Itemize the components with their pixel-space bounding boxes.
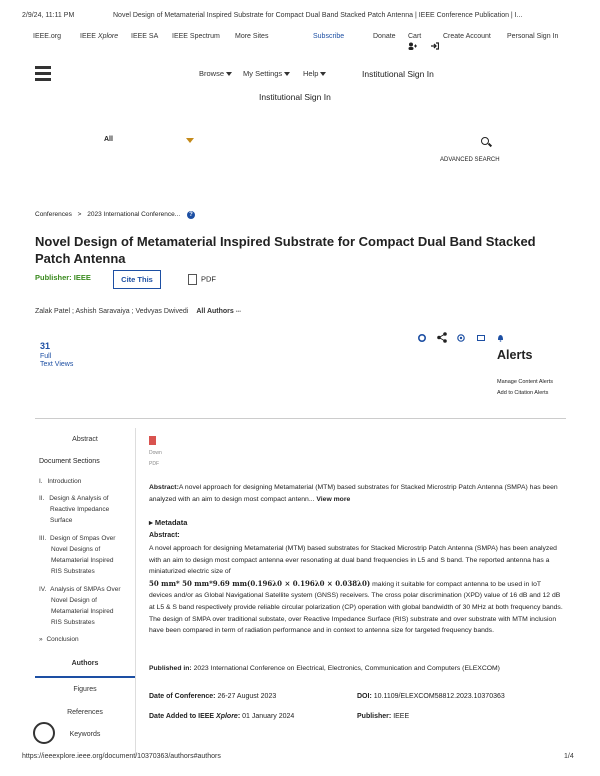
caret-right-icon: ▸ [149, 518, 153, 527]
more-dots-icon[interactable]: ••• [235, 309, 242, 315]
abstract-text-2: making it suitable for compact antenna to be used in IoT devices and/or as Global Navigational Satellite system (GNSS) receivers. The cross polar discrimination (XPD) value of 16 dB and 12 dB at L5 & S band respectively provide reliable circular polarization (CP) operation with global bandwidth of 30 MHz at both frequency bands. The design of SMPA over traditional substate, over Reactive Impedance Surface (RIS) substrate and over substrate with MTM inclusion have been compared in term of radiation performance and in context to antenna size for targeted frequency bands. [149, 580, 563, 635]
browse-label: Browse [199, 69, 225, 78]
search-scope-select[interactable]: All [104, 136, 113, 143]
conference-date-label: Date of Conference: [149, 693, 216, 700]
dropdown-caret-icon[interactable] [186, 138, 194, 143]
sidebar-authors[interactable]: Authors [71, 660, 99, 667]
section-label: Conclusion [46, 636, 79, 643]
institutional-sign-in-link-2[interactable]: Institutional Sign In [259, 92, 331, 102]
ieee-xplore-link[interactable] [80, 33, 118, 40]
publisher-info-label: Publisher: [357, 713, 392, 720]
pdf-sub-label: PDF [149, 461, 159, 467]
pdf-button[interactable] [188, 274, 216, 285]
author-sep: ; [71, 308, 74, 315]
create-account-link[interactable]: Create Account [443, 33, 491, 40]
date-added-value: 01 January 2024 [242, 713, 295, 720]
metric-label-full[interactable]: Full [40, 353, 52, 360]
breadcrumb-conference[interactable]: 2023 International Conference... [87, 211, 181, 218]
conference-date [149, 693, 276, 700]
ieee-sa-link[interactable]: IEEE SA [131, 33, 159, 40]
ieee-org-link[interactable]: IEEE.org [33, 33, 62, 40]
copyright-icon[interactable] [418, 334, 426, 342]
published-in-link[interactable]: 2023 International Conference on Electrical, Electronics, Communication and Computers (ELEXCOM) [193, 665, 500, 672]
print-doc-title: Novel Design of Metamaterial Inspired Substrate for Compact Dual Band Stacked Patch Antenna | IEEE Conference Publication | I... [113, 12, 523, 19]
share-icon[interactable] [437, 332, 447, 343]
metadata-toggle[interactable] [149, 518, 187, 527]
conference-date-value: 26-27 August 2023 [217, 693, 277, 700]
section-num: II. [39, 495, 45, 502]
advanced-search-link[interactable]: ADVANCED SEARCH [440, 157, 500, 163]
author-sep: ; [131, 308, 134, 315]
abstract-text-1: A novel approach for designing Metamaterial (MTM) based substrates for Stacked Microstrip Patch Antenna (SMPA) has been analyzed with an aim to design most compact antenna ever resonating at dual band frequencies in L5 and S band. The reported antenna has a miniaturized electric size of [149, 545, 557, 576]
citation-icon[interactable] [457, 334, 465, 342]
chevron-down-icon [226, 72, 232, 76]
print-datetime: 2/9/24, 11:11 PM [22, 12, 75, 19]
abstract-short-text: A novel approach for designing Metamaterial (MTM) based substrates for Stacked Microstrip Patch Antenna (SMPA) has been analyzed with an aim to design most compact antenn... [149, 484, 558, 503]
chevron-double-right-icon: » [39, 636, 43, 643]
date-added-label-em: Xplore [216, 713, 238, 720]
alerts-heading: Alerts [497, 348, 533, 362]
xplore-pre: IEEE [80, 33, 98, 40]
my-settings-menu[interactable] [243, 69, 290, 78]
section-label-line: Metamaterial Inspired [51, 557, 114, 564]
pdf-icon [188, 274, 197, 285]
published-in [149, 663, 565, 675]
metadata-label: Metadata [154, 518, 188, 527]
author-link[interactable]: Ashish Saravaiya [75, 308, 130, 315]
doi [357, 693, 505, 700]
publisher-info [357, 713, 409, 720]
sidebar-item-section-2[interactable] [39, 493, 129, 526]
chat-assistant-icon[interactable] [33, 722, 55, 744]
abstract-summary [149, 482, 565, 505]
author-list [35, 308, 241, 315]
help-label: Help [303, 69, 319, 78]
document-sections-heading: Document Sections [39, 458, 100, 465]
cite-this-button[interactable]: Cite This [113, 270, 161, 289]
section-label-line: RIS Substrates [51, 619, 95, 626]
help-menu[interactable] [303, 69, 326, 78]
section-label-line: Novel Designs of [51, 546, 101, 553]
section-num: III. [39, 535, 47, 542]
sidebar-divider [135, 428, 136, 758]
abstract-full [149, 543, 565, 637]
chevron-down-icon [320, 72, 326, 76]
doi-link[interactable]: 10.1109/ELEXCOM58812.2023.10370363 [373, 693, 505, 700]
subscribe-link[interactable]: Subscribe [313, 33, 345, 40]
active-tab-indicator [35, 676, 135, 678]
sidebar-keywords[interactable]: Keywords [69, 731, 101, 738]
personal-sign-in-link[interactable]: Personal Sign In [507, 33, 559, 40]
hamburger-menu-icon[interactable] [35, 66, 51, 84]
user-add-icon[interactable] [408, 42, 417, 50]
bell-icon[interactable] [497, 334, 504, 342]
date-added-label: Date Added to IEEE Xplore: [149, 713, 241, 720]
section-label: Design & Analysis of [49, 495, 109, 502]
sidebar-item-section-3[interactable] [39, 533, 131, 577]
ieee-spectrum-link[interactable]: IEEE Spectrum [172, 33, 220, 40]
date-added-label-text: Date Added to IEEE [149, 713, 215, 720]
sidebar-item-introduction[interactable] [39, 476, 81, 487]
citation-alerts-link[interactable]: Add to Citation Alerts [497, 390, 549, 396]
section-label: Analysis of SMPAs Over [50, 586, 121, 593]
published-in-label: Published in: [149, 665, 192, 672]
sidebar-figures[interactable]: Figures [73, 686, 97, 693]
section-label-line: Surface [50, 517, 73, 524]
browse-menu[interactable] [199, 69, 232, 78]
breadcrumb [35, 211, 195, 219]
donate-link[interactable]: Donate [373, 33, 396, 40]
sidebar-references[interactable]: References [67, 709, 103, 716]
sidebar-item-section-4[interactable] [39, 584, 134, 628]
chevron-down-icon [284, 72, 290, 76]
all-authors-link[interactable]: All Authors [196, 308, 234, 315]
section-label-line: Novel Design of [51, 597, 97, 604]
footer-page: 1/4 [564, 753, 574, 760]
section-num: I. [39, 478, 43, 485]
breadcrumb-separator: > [77, 211, 82, 218]
divider [35, 418, 566, 419]
metric-count[interactable]: 31 [40, 341, 51, 351]
section-label: Design of Smpas Over [50, 535, 116, 542]
download-label: Down [149, 450, 162, 456]
date-added [149, 713, 294, 720]
pdf-label: PDF [201, 274, 216, 284]
help-icon[interactable]: ? [187, 211, 195, 219]
abstract-heading: Abstract: [149, 532, 180, 539]
page-title: Novel Design of Metamaterial Inspired Substrate for Compact Dual Band Stacked Patch Antenna [35, 234, 536, 266]
section-label: Introduction [47, 478, 82, 485]
publisher-label: Publisher: IEEE [35, 273, 91, 282]
author-link[interactable]: Vedvyas Dwivedi [135, 308, 189, 315]
pdf-download-icon[interactable] [149, 436, 156, 445]
footer-url: https://ieeexplore.ieee.org/document/10370363/authors#authors [22, 753, 221, 760]
author-link[interactable]: Zalak Patel [35, 308, 71, 315]
section-label-line: Reactive Impedance [50, 506, 110, 513]
email-icon[interactable] [477, 335, 485, 341]
sidebar-abstract[interactable]: Abstract [72, 436, 98, 443]
breadcrumb-conferences[interactable]: Conferences [35, 211, 72, 218]
search-icon[interactable] [481, 137, 489, 145]
abstract-label: Abstract: [149, 484, 179, 491]
sign-in-icon[interactable] [430, 42, 439, 50]
institutional-sign-in-link[interactable]: Institutional Sign In [362, 69, 434, 79]
math-dimensions: 50 mm* 50 mm*9.69 mm(0.196λ0 × 0.196λ0 × 0.038λ0) [149, 578, 371, 588]
sidebar-item-conclusion[interactable] [39, 634, 79, 645]
section-label-line: RIS Substrates [51, 568, 95, 575]
doi-label: DOI: [357, 693, 372, 700]
xplore-em: Xplore [97, 33, 119, 40]
section-num: IV. [39, 586, 47, 593]
publisher-info-value: IEEE [393, 713, 410, 720]
more-sites-link[interactable]: More Sites [235, 33, 269, 40]
view-more-link[interactable]: View more [316, 495, 351, 503]
metric-label-views[interactable]: Text Views [40, 361, 74, 368]
manage-alerts-link[interactable]: Manage Content Alerts [497, 379, 553, 385]
my-settings-label: My Settings [243, 69, 283, 78]
section-label-line: Metamaterial Inspired [51, 608, 114, 615]
cart-link[interactable]: Cart [408, 33, 422, 40]
